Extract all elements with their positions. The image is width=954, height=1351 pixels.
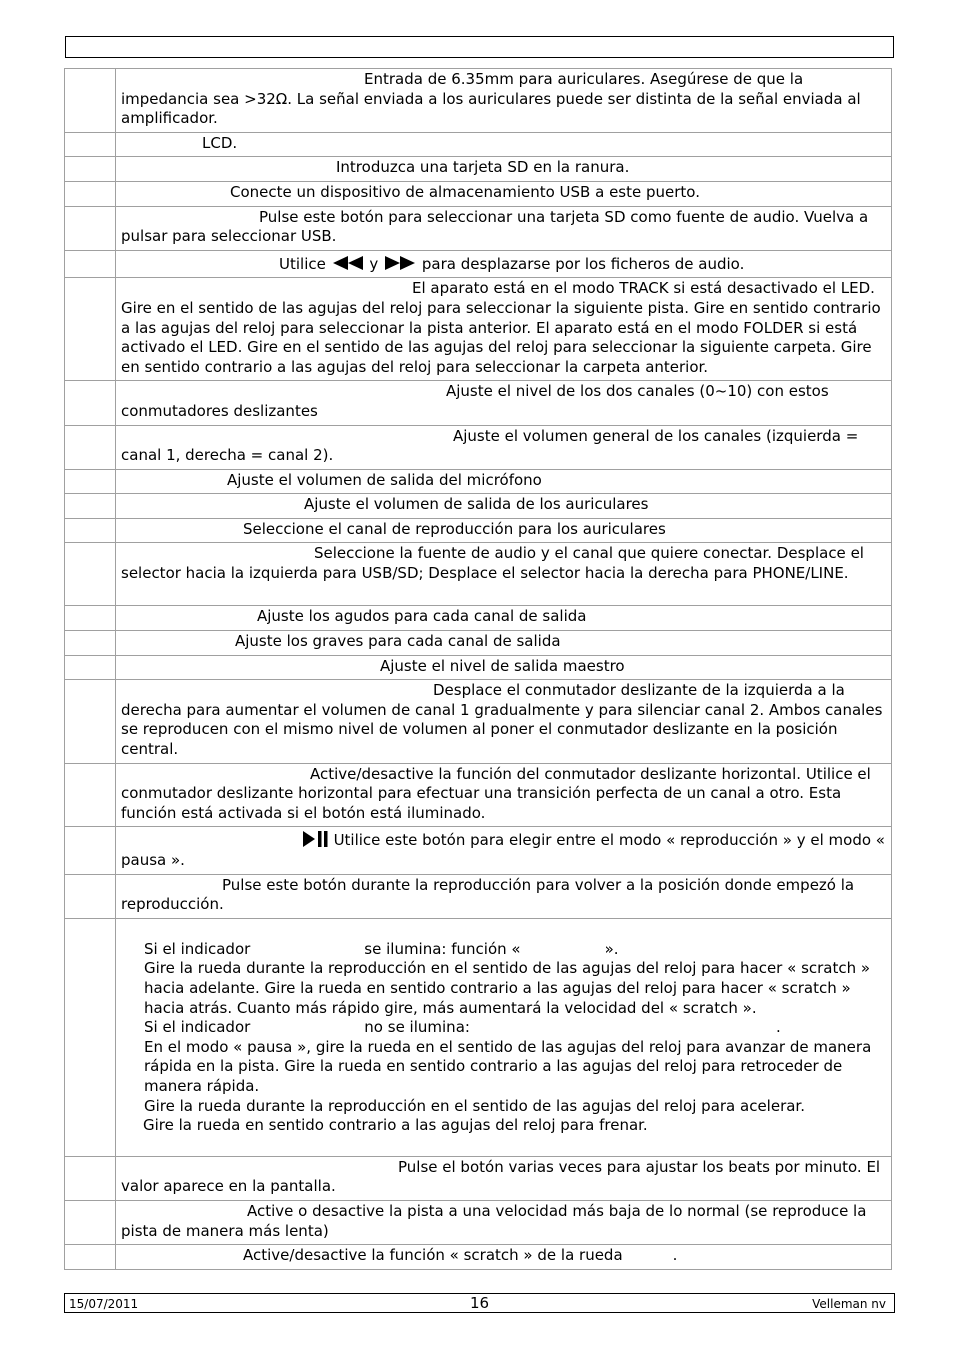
table-row [65,543,892,606]
row-text: Gire la rueda durante la reproducción en el sentido de las agujas del reloj para hacer « scratch » hacia adelante. Gire la rueda en sentido contrario a las agujas del reloj para hacer « scratch » hacia atrás. Cuanto más rápido gire, más aumentará la velocidad del « scratch ». [144,959,871,1017]
table-row [65,518,892,543]
table-row [65,827,892,874]
table-row [65,69,892,133]
indicator-line [121,940,886,960]
page-footer [64,1293,895,1313]
table-row [65,494,892,519]
page-header-box [65,36,894,58]
row-text: derecha para aumentar el volumen de canal 1 gradualmente y para silenciar canal 2. Ambos canales se reproducen con el mismo nivel de volumen al poner el conmutador deslizante en la posición central. [121,700,883,759]
footer-date: 15/07/2011 [69,1297,139,1311]
table-row [65,918,892,1156]
table-row [65,606,892,631]
row-text: Active o desactive la pista a una velocidad más baja de lo normal (se [247,1201,768,1220]
row-text: Utilice [279,254,326,273]
row-text: impedancia sea >32Ω. La señal enviada a los auriculares puede ser distinta de la señal enviada al amplificador. [121,89,861,128]
row-text: Gire la rueda en sentido contrario a las agujas del reloj para frenar. [143,1116,648,1135]
row-text: Seleccione el canal de reproducción para los auriculares [243,519,666,538]
row-text: Si el indicador [144,1018,251,1037]
row-text: Introduzca una tarjeta SD en la ranura. [336,158,630,177]
row-text: Gire la rueda durante la reproducción en el sentido de las agujas del reloj para acelerar. [144,1096,805,1115]
row-text: para desplazarse por los ficheros de audio. [421,254,745,273]
row-text: el selector hacia la izquierda para USB/SD; Desplace el selector hacia la derecha para PHONE/LINE. [121,544,864,583]
row-text: Ajuste el volumen de salida del micrófono [227,470,542,489]
row-text: Ajuste los agudos para cada canal de salida [257,607,587,626]
row-text: Seleccione la fuente de audio y el canal que quiere conectar. Desplace [314,544,846,563]
table-row [65,763,892,827]
controls-table [64,68,892,1270]
footer-company: Velleman nv [812,1297,886,1311]
row-text: LCD. [202,133,238,152]
table-row [65,469,892,494]
row-text: ». [604,939,619,958]
table-row [65,655,892,680]
table-row [65,631,892,656]
row-text: El aparato está en el modo TRACK si está desactivado el [412,279,836,298]
row-text: Ajuste el volumen general de los canales (izquierda [453,426,841,445]
row-text: Conecte un dispositivo de almacenamiento USB a este puerto. [230,182,700,201]
row-text: Pulse el botón varias veces para ajustar los beats por [398,1157,800,1176]
row-text: LED. Gire en el sentido de las agujas del reloj para seleccionar la siguiente pista. Gire en sentido contrario a las agujas del reloj para seleccionar la pista anterior. El aparato está en el modo FOLDER si está activado el LED. Gire en el sentido de las agujas del reloj para seleccionar la siguiente carpeta. Gire en sentido contrario a las agujas del reloj para seleccionar la carpeta anterior. [121,279,881,376]
row-text: Ajuste el nivel de salida maestro [380,656,625,675]
table-row [65,157,892,182]
row-text: y [369,254,379,273]
row-text: no se ilumina: [364,1018,470,1037]
table-row [65,278,892,381]
table-row [65,1200,892,1244]
row-text: modo « pausa ». [121,831,885,869]
table-row [65,381,892,425]
table-row [65,1245,892,1270]
table-row [65,874,892,918]
row-text: Active/desactive la función del conmutador deslizante horizontal. [310,764,802,783]
row-text: Ajuste el volumen de salida de los auriculares [304,495,649,514]
indicator-line [121,1018,886,1038]
row-text: En el modo « pausa », gire la rueda en el sentido de las agujas del reloj para avanzar de manera rápida en la pista. Gire la rueda en sentido contrario a las agujas del reloj para retroceder de manera rápida. [144,1037,872,1095]
row-text: Desplace el conmutador deslizante de la izquierda a la [433,681,845,700]
table-row [65,132,892,157]
row-text: Si el indicador [144,939,251,958]
table-row [65,206,892,250]
row-text: Ajuste el nivel de los dos canales (0~10) con estos [446,382,829,401]
row-text: la reproducción. [121,875,855,914]
row-text: Utilice este botón para elegir entre el modo « reproducción » y el [333,831,824,850]
rewind-icon [331,254,365,272]
table-row [65,1156,892,1200]
row-text: Active/desactive la función « scratch » de la rueda [243,1246,623,1265]
row-text: minuto. El valor aparece en la pantalla. [121,1157,881,1196]
fast-forward-icon [383,254,417,272]
row-text: reproduce la pista de manera más lenta) [121,1201,867,1240]
row-text: Pulse este botón durante la reproducción para volver a la posición donde empezó [222,875,836,894]
table-row [65,425,892,469]
play-pause-icon [301,830,329,848]
page-number: 16 [469,1294,490,1312]
row-text: Pulse este botón para seleccionar una tarjeta SD como fuente de audio. [259,207,800,226]
row-text: Utilice el conmutador deslizante horizontal para efectuar una transición perfecta de un canal a otro. Esta función está activada si el botón está iluminado. [121,764,871,822]
table-row [65,250,892,278]
table-row [65,680,892,763]
row-text: . [775,1018,781,1037]
row-text: Entrada de 6.35mm para auriculares. Asegúrese de que la [364,70,804,88]
row-text: Vuelva a pulsar para seleccionar USB. [121,207,869,246]
row-text: conmutadores deslizantes [121,401,318,420]
row-text: . [672,1246,678,1265]
row-text: se ilumina: función « [364,939,521,958]
row-text: Ajuste los graves para cada canal de salida [235,632,561,651]
row-text: = canal 1, derecha = canal 2). [121,426,859,465]
table-row [65,181,892,206]
